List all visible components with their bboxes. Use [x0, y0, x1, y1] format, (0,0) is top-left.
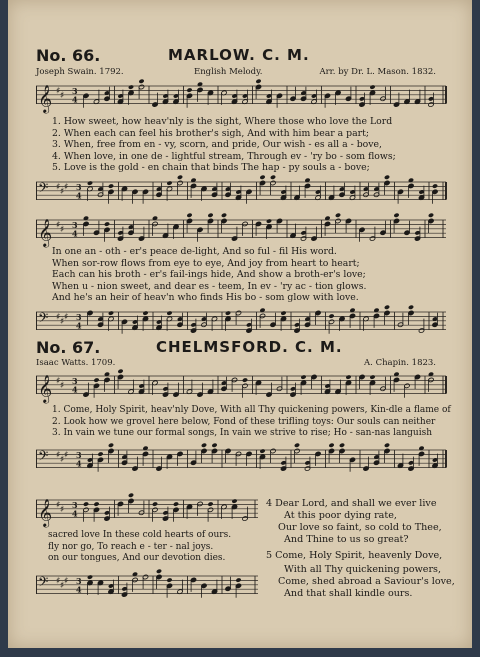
verse-line: 4. When love, in one de - lightful stream, Through ev - 'ry bo - som flows;	[52, 150, 396, 162]
svg-text:3: 3	[72, 85, 78, 96]
verse-line: 1. Come, Holy Spirit, heav'nly Dove, With all Thy quickening powers, Kin-dle a flame of	[52, 405, 451, 415]
svg-text:♯: ♯	[56, 312, 61, 323]
hymn-number: No. 66.	[36, 46, 101, 65]
svg-text:𝄢: 𝄢	[38, 180, 49, 200]
verse-line: 5 Come, Holy Spirit, heavenly Dove,	[266, 550, 443, 561]
svg-text:♯: ♯	[56, 376, 61, 387]
svg-text:3: 3	[72, 499, 78, 510]
music-staff-bass	[36, 444, 446, 476]
svg-text:♯: ♯	[64, 312, 69, 323]
verse-line: In one an - oth - er's peace de-light, And so ful - fil His word.	[52, 246, 337, 257]
svg-text:3: 3	[72, 375, 78, 386]
svg-text:♯: ♯	[60, 90, 65, 101]
verse-line: When u - nion sweet, and dear es - teem, In ev - 'ry ac - tion glows.	[52, 280, 367, 292]
svg-text:4: 4	[76, 584, 82, 595]
svg-text:𝄞: 𝄞	[38, 84, 53, 113]
svg-text:𝄢: 𝄢	[38, 574, 49, 594]
verse-line: on our tongues, And our devotion dies.	[48, 553, 226, 564]
svg-text:4: 4	[72, 94, 78, 105]
svg-text:♯: ♯	[56, 220, 61, 231]
hymn-number: No. 67.	[36, 338, 101, 357]
svg-text:♯: ♯	[60, 224, 65, 235]
music-staff-bass	[36, 570, 258, 602]
hymn-title: CHELMSFORD. C. M.	[156, 338, 343, 356]
svg-text:♯: ♯	[64, 576, 69, 587]
verse-line: 1. How sweet, how heav'nly is the sight, Where those who love the Lord	[52, 116, 393, 127]
svg-text:3: 3	[72, 219, 78, 230]
verse-block	[52, 405, 451, 440]
hymnal-page	[8, 0, 472, 648]
verse-line: Our love so faint, so cold to Thee,	[278, 522, 442, 533]
music-staff-treble	[36, 494, 258, 526]
verse-line: Come, shed abroad a Saviour's love,	[278, 576, 455, 587]
hymn-author: Joseph Swain. 1792.	[36, 67, 124, 77]
verse-line: And that shall kindle ours.	[284, 588, 413, 599]
music-staff-treble	[36, 80, 446, 112]
svg-text:♯: ♯	[64, 182, 69, 193]
svg-text:𝄞: 𝄞	[38, 498, 53, 527]
svg-text:𝄢: 𝄢	[38, 448, 49, 468]
hymn-tune-source: English Melody.	[194, 67, 263, 77]
svg-text:♯: ♯	[56, 182, 61, 193]
svg-text:♯: ♯	[60, 580, 65, 591]
verse-line: 3. When, free from en - vy, scorn, and pride, Our wish - es all a - bove,	[52, 139, 382, 151]
verse-line: Each can his broth - er's fail-ings hide, And show a broth-er's love;	[52, 269, 366, 281]
hymn-title: MARLOW. C. M.	[168, 46, 310, 64]
svg-text:♯: ♯	[60, 504, 65, 515]
verse-line: 2. Look how we grovel here below, Fond of these trifling toys: Our souls can neither	[52, 416, 436, 427]
svg-text:4: 4	[76, 190, 82, 201]
hymn-arranger: Arr. by Dr. L. Mason. 1832.	[319, 67, 436, 77]
svg-text:3: 3	[76, 575, 82, 586]
svg-text:♯: ♯	[56, 450, 61, 461]
svg-text:♯: ♯	[60, 380, 65, 391]
verse-line: And Thine to us so great?	[284, 534, 409, 545]
verse-line: 4 Dear Lord, and shall we ever live	[266, 498, 437, 509]
verse-line: sacred love In these cold hearts of ours.	[48, 530, 232, 540]
svg-text:4: 4	[76, 320, 82, 331]
verse-line: At this poor dying rate,	[284, 510, 397, 521]
music-staff-treble	[36, 214, 446, 246]
svg-text:4: 4	[72, 228, 78, 239]
extra-verses	[266, 498, 455, 600]
svg-text:♯: ♯	[64, 450, 69, 461]
svg-text:𝄢: 𝄢	[38, 310, 49, 330]
verse-block	[52, 246, 366, 304]
svg-text:3: 3	[76, 181, 82, 192]
svg-text:3: 3	[76, 449, 82, 460]
verse-line: 2. When each can feel his brother's sigh, And with him bear a part;	[52, 127, 369, 139]
svg-text:3: 3	[76, 311, 82, 322]
svg-text:♯: ♯	[56, 500, 61, 511]
music-staff-bass	[36, 306, 446, 338]
hymn-author: Isaac Watts. 1709.	[36, 358, 116, 368]
svg-text:4: 4	[76, 458, 82, 469]
verse-line: 3. In vain we tune our formal songs, In vain we strive to rise; Ho - san-nas languish	[52, 428, 433, 439]
svg-text:𝄞: 𝄞	[38, 374, 53, 403]
svg-text:♯: ♯	[60, 186, 65, 197]
svg-text:♯: ♯	[60, 454, 65, 465]
svg-text:♯: ♯	[60, 316, 65, 327]
svg-text:♯: ♯	[56, 86, 61, 97]
verse-line: When sor-row flows from eye to eye, And joy from heart to heart;	[52, 257, 360, 269]
verse-line: 5. Love is the gold - en chain that binds The hap - py souls a - bove;	[52, 162, 370, 174]
svg-text:4: 4	[72, 508, 78, 519]
music-staff-treble	[36, 370, 446, 402]
svg-text:4: 4	[72, 384, 78, 395]
verse-line: With all Thy quickening powers,	[284, 564, 442, 575]
hymn-composer: A. Chapin. 1823.	[364, 358, 436, 368]
verse-block	[48, 530, 231, 565]
verse-line: fly nor go, To reach e - ter - nal joys.	[48, 541, 214, 552]
verse-line: And he's an heir of heav'n who finds His bo - som glow with love.	[52, 292, 359, 304]
svg-text:♯: ♯	[56, 576, 61, 587]
music-staff-bass	[36, 176, 446, 208]
svg-text:𝄞: 𝄞	[38, 218, 53, 247]
verse-block	[52, 116, 396, 174]
